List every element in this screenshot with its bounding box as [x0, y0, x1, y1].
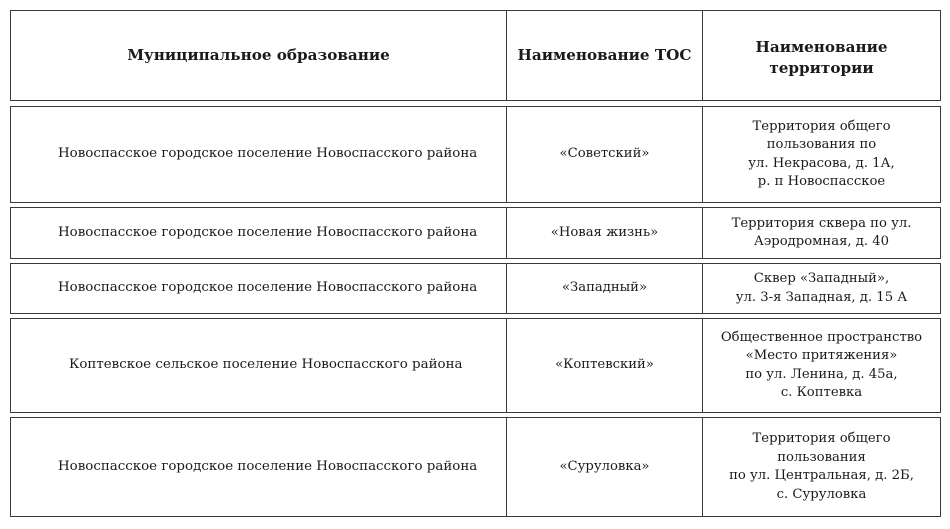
- cell-tos: «Новая жизнь»: [506, 208, 702, 258]
- cell-tos: «Суруловка»: [506, 418, 702, 516]
- table-row: [10, 417, 941, 517]
- header-territory-name: Наименование территории: [702, 11, 940, 100]
- cell-municipality: Новоспасское городское поселение Новоспасского района: [58, 224, 478, 240]
- cell-territory: Территория сквера по ул. Аэродромная, д. 40: [702, 208, 940, 258]
- table-row: [10, 207, 941, 259]
- cell-municipality: Новоспасское городское поселение Новоспасского района: [58, 146, 478, 162]
- cell-territory: Общественное пространство «Место притяжения» по ул. Ленина, д. 45а, с. Коптевка: [702, 319, 940, 412]
- cell-municipality: Новоспасское городское поселение Новоспасского района: [58, 280, 478, 296]
- cell-tos: «Советский»: [506, 107, 702, 202]
- cell-territory: Территория общего пользования по ул. Центральная, д. 2Б, с. Суруловка: [702, 418, 940, 516]
- table-row: [10, 263, 941, 314]
- cell-tos: «Коптевский»: [506, 319, 702, 412]
- cell-tos: «Западный»: [506, 264, 702, 313]
- table-header-row: [10, 10, 941, 101]
- cell-municipality: Коптевское сельское поселение Новоспасского района: [69, 357, 463, 373]
- header-municipality: Муниципальное образование: [127, 46, 390, 64]
- header-tos-name: Наименование ТОС: [506, 11, 702, 100]
- table-row: [10, 106, 941, 203]
- cell-territory: Сквер «Западный», ул. 3-я Западная, д. 15 А: [702, 264, 940, 313]
- table-row: [10, 318, 941, 413]
- cell-municipality: Новоспасское городское поселение Новоспасского района: [58, 458, 478, 474]
- cell-territory: Территория общего пользования по ул. Некрасова, д. 1А, р. п Новоспасское: [702, 107, 940, 202]
